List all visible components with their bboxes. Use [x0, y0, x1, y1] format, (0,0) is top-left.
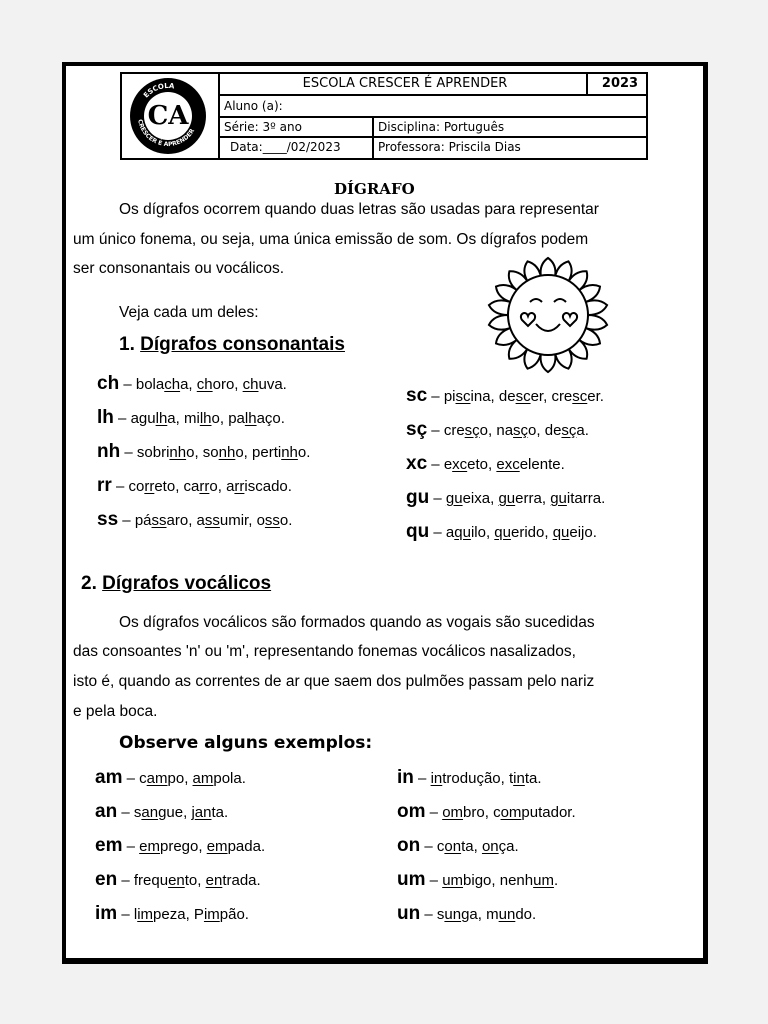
punctuation: . — [599, 388, 604, 405]
digraph-example-row — [95, 869, 261, 891]
punctuation: . — [532, 906, 537, 923]
highlighted-digraph: sç — [561, 422, 577, 439]
example-word: nenhum — [499, 872, 554, 889]
punctuation: , — [543, 388, 552, 405]
digraph-label: gu — [406, 487, 430, 508]
digraph-example-row — [397, 903, 536, 925]
intro-line: Os dígrafos ocorrem quando duas letras são usadas para representar — [119, 201, 599, 218]
highlighted-digraph: rr — [199, 478, 210, 495]
punctuation: . — [584, 422, 589, 439]
highlighted-digraph: nh — [169, 444, 187, 461]
example-word: guerra — [498, 490, 542, 507]
example-word: osso — [256, 512, 289, 529]
punctuation: . — [282, 376, 287, 393]
dash-separator: – — [117, 804, 134, 821]
example-word: cresço — [443, 422, 489, 439]
highlighted-digraph: sç — [513, 422, 529, 439]
example-word: sonho — [202, 444, 244, 461]
example-word: bolacha — [135, 376, 189, 393]
section1-title: Dígrafos consonantais — [140, 334, 345, 355]
digraph-label: lh — [97, 407, 114, 428]
punctuation: , — [184, 770, 193, 787]
highlighted-digraph: xc — [452, 456, 468, 473]
digraph-example-row — [406, 453, 565, 475]
dash-separator: – — [117, 906, 134, 923]
digraph-example-row — [97, 407, 285, 429]
digraph-label: ss — [97, 509, 119, 530]
punctuation: , — [248, 512, 257, 529]
highlighted-digraph: nh — [218, 444, 236, 461]
highlighted-digraph: qu — [454, 524, 471, 541]
example-word: limpeza — [133, 906, 186, 923]
digraph-label: qu — [406, 521, 430, 542]
highlighted-digraph: un — [444, 906, 462, 923]
highlighted-digraph: gu — [550, 490, 567, 507]
punctuation: . — [256, 872, 261, 889]
digraph-label: sc — [406, 385, 428, 406]
example-word: empada — [206, 838, 261, 855]
highlighted-digraph: om — [500, 804, 522, 821]
example-word: sobrinho — [136, 444, 195, 461]
digraph-example-row — [97, 373, 287, 395]
highlighted-digraph: on — [444, 838, 462, 855]
punctuation: , — [188, 512, 197, 529]
punctuation: , — [536, 422, 545, 439]
dash-separator: – — [425, 804, 443, 821]
highlighted-digraph: qu — [494, 524, 511, 541]
punctuation: , — [197, 872, 206, 889]
punctuation: . — [306, 444, 311, 461]
highlighted-digraph: sc — [455, 388, 471, 405]
digraph-label: um — [397, 869, 426, 890]
example-word: assumir — [196, 512, 249, 529]
digraph-label: an — [95, 801, 118, 822]
digraph-label: om — [397, 801, 426, 822]
example-word: piscina — [443, 388, 491, 405]
page-title: DÍGRAFO — [334, 180, 415, 198]
punctuation: . — [288, 512, 293, 529]
punctuation: . — [601, 490, 606, 507]
punctuation: . — [537, 770, 542, 787]
digraph-label: em — [95, 835, 123, 856]
example-word: palhaço — [228, 410, 281, 427]
example-word: aquilo — [445, 524, 486, 541]
digraph-example-row — [397, 801, 576, 823]
dash-separator: – — [118, 512, 135, 529]
example-word: frequento — [133, 872, 198, 889]
example-word: emprego — [139, 838, 199, 855]
punctuation: , — [185, 906, 194, 923]
example-word: campo — [139, 770, 185, 787]
example-word: queijo — [552, 524, 593, 541]
logo-text-top: ESCOLA — [142, 81, 175, 100]
example-word: arriscado — [226, 478, 288, 495]
dash-separator: – — [113, 410, 131, 427]
highlighted-digraph: ch — [242, 376, 259, 393]
school-name: ESCOLA CRESCER É APRENDER — [302, 76, 508, 91]
punctuation: , — [243, 444, 253, 461]
school-year: 2023 — [601, 76, 639, 91]
punctuation: , — [544, 524, 553, 541]
dash-separator: – — [420, 906, 437, 923]
highlighted-digraph: em — [206, 838, 228, 855]
example-word: conta — [436, 838, 474, 855]
punctuation: . — [287, 478, 292, 495]
punctuation: , — [490, 490, 499, 507]
dash-separator: – — [413, 770, 431, 787]
highlighted-digraph: sc — [515, 388, 531, 405]
digraph-label: nh — [97, 441, 121, 462]
digraph-label: xc — [406, 453, 428, 474]
digraph-label: am — [95, 767, 123, 788]
dash-separator: – — [120, 444, 137, 461]
logo-cell — [122, 74, 220, 158]
example-word: guitarra — [550, 490, 602, 507]
example-word: desça — [544, 422, 585, 439]
punctuation: , — [485, 524, 495, 541]
example-word: tinta — [508, 770, 538, 787]
dash-separator: – — [425, 872, 443, 889]
digraph-label: on — [397, 835, 421, 856]
dash-separator: – — [117, 872, 134, 889]
dash-separator: – — [122, 838, 140, 855]
punctuation: , — [490, 388, 499, 405]
highlighted-digraph: lh — [199, 410, 212, 427]
highlighted-digraph: um — [533, 872, 554, 889]
example-word: sunga — [436, 906, 478, 923]
digraph-label: ch — [97, 373, 120, 394]
digraph-example-row — [97, 441, 310, 463]
dash-separator: – — [119, 376, 136, 393]
school-logo — [130, 78, 206, 154]
highlighted-digraph: en — [205, 872, 223, 889]
example-word: carro — [183, 478, 218, 495]
digraph-label: sç — [406, 419, 428, 440]
example-word: pássaro — [134, 512, 189, 529]
highlighted-digraph: on — [481, 838, 499, 855]
vocalic-intro-line: das consoantes 'n' ou 'm', representando fonemas vocálicos nasalizados, — [73, 643, 576, 660]
digraph-label: im — [95, 903, 118, 924]
highlighted-digraph: qu — [552, 524, 570, 541]
punctuation: , — [194, 444, 203, 461]
highlighted-digraph: gu — [498, 490, 516, 507]
see-each-text: Veja cada um deles: — [119, 304, 259, 321]
logo-text-bottom: CRESCER É APRENDER — [136, 118, 197, 149]
dash-separator: – — [429, 524, 446, 541]
intro-line: um único fonema, ou seja, uma única emissão de som. Os dígrafos podem — [73, 231, 589, 248]
digraph-example-row — [95, 835, 265, 857]
observe-heading: Observe alguns exemplos: — [119, 733, 373, 753]
example-word: ombro — [442, 804, 485, 821]
highlighted-digraph: im — [137, 906, 154, 923]
highlighted-digraph: um — [442, 872, 464, 889]
punctuation: , — [175, 410, 184, 427]
punctuation: , — [198, 838, 207, 855]
header-table — [120, 72, 648, 160]
punctuation: , — [484, 804, 494, 821]
vocalic-intro-line: isto é, quando as correntes de ar que saem dos pulmões passam pelo nariz — [73, 673, 595, 690]
example-word: sangue — [133, 804, 184, 821]
punctuation: , — [488, 422, 497, 439]
highlighted-digraph: sç — [464, 422, 480, 439]
date-field: Data:____/02/2023 — [230, 140, 341, 154]
digraph-example-row — [397, 835, 519, 857]
dash-separator: – — [427, 388, 444, 405]
example-word: milho — [183, 410, 220, 427]
highlighted-digraph: in — [430, 770, 443, 787]
example-word: pertinho — [252, 444, 307, 461]
highlighted-digraph: ch — [164, 376, 181, 393]
punctuation: . — [553, 872, 559, 889]
punctuation: , — [488, 456, 497, 473]
highlighted-digraph: lh — [155, 410, 168, 427]
dash-separator: – — [429, 490, 446, 507]
punctuation: . — [223, 804, 229, 821]
digraph-example-row — [397, 767, 542, 789]
section2-title: Dígrafos vocálicos — [102, 573, 272, 594]
digraph-example-row — [406, 419, 589, 441]
dash-separator: – — [427, 456, 444, 473]
highlighted-digraph: em — [139, 838, 160, 855]
punctuation: . — [592, 524, 597, 541]
punctuation: . — [260, 838, 266, 855]
example-word: computador — [493, 804, 572, 821]
vocalic-intro-line: e pela boca. — [73, 703, 158, 720]
highlighted-digraph: rr — [234, 478, 245, 495]
example-word: Pimpão — [193, 906, 245, 923]
digraph-example-row — [95, 801, 228, 823]
example-word: janta — [191, 804, 224, 821]
highlighted-digraph: in — [513, 770, 525, 787]
highlighted-digraph: an — [141, 804, 159, 821]
example-word: descer — [498, 388, 544, 405]
example-word: crescer — [551, 388, 600, 405]
punctuation: , — [500, 770, 509, 787]
digraph-label: en — [95, 869, 118, 890]
digraph-label: in — [397, 767, 414, 788]
logo-initials: CA — [144, 92, 192, 140]
punctuation: , — [473, 838, 482, 855]
smiling-sun-icon — [478, 250, 618, 380]
punctuation: , — [183, 804, 192, 821]
punctuation: , — [175, 478, 184, 495]
intro-line: ser consonantais ou vocálicos. — [73, 260, 285, 277]
punctuation: , — [477, 906, 487, 923]
highlighted-digraph: ch — [196, 376, 213, 393]
example-word: correto — [128, 478, 176, 495]
student-name-field: Aluno (a): — [224, 99, 283, 113]
section1-number: 1. — [119, 334, 135, 355]
dash-separator: – — [420, 838, 437, 855]
grade-label: Série: 3º ano — [224, 120, 302, 134]
digraph-example-row — [95, 903, 249, 925]
highlighted-digraph: sc — [572, 388, 588, 405]
example-word: exceto — [443, 456, 489, 473]
highlighted-digraph: un — [498, 906, 516, 923]
example-word: entrada — [205, 872, 257, 889]
example-word: onça — [481, 838, 515, 855]
digraph-example-row — [397, 869, 558, 891]
dash-separator: – — [122, 770, 140, 787]
punctuation: , — [491, 872, 500, 889]
example-word: excelente — [496, 456, 561, 473]
digraph-example-row — [95, 767, 246, 789]
header-divider — [218, 94, 648, 96]
highlighted-digraph: lh — [244, 410, 257, 427]
dash-separator: – — [111, 478, 129, 495]
example-word: umbigo — [442, 872, 492, 889]
highlighted-digraph: exc — [496, 456, 520, 473]
example-word: querido — [494, 524, 545, 541]
highlighted-digraph: am — [146, 770, 168, 787]
digraph-example-row — [406, 487, 605, 509]
highlighted-digraph: en — [168, 872, 185, 889]
punctuation: , — [234, 376, 243, 393]
digraph-example-row — [406, 385, 604, 407]
highlighted-digraph: ss — [204, 512, 220, 529]
highlighted-digraph: nh — [281, 444, 298, 461]
digraph-example-row — [406, 521, 597, 543]
section2-number: 2. — [81, 573, 97, 594]
highlighted-digraph: ss — [264, 512, 280, 529]
subject-label: Disciplina: Português — [378, 120, 505, 134]
digraph-example-row — [97, 509, 292, 531]
highlighted-digraph: am — [192, 770, 214, 787]
example-word: ampola — [192, 770, 242, 787]
punctuation: . — [571, 804, 576, 821]
example-word: agulha — [130, 410, 176, 427]
punctuation: . — [244, 906, 249, 923]
example-word: introdução — [430, 770, 501, 787]
punctuation: , — [219, 410, 229, 427]
example-word: chuva — [242, 376, 283, 393]
teacher-label: Professora: Priscila Dias — [378, 140, 521, 154]
punctuation: , — [541, 490, 551, 507]
punctuation: , — [188, 376, 197, 393]
example-word: mundo — [486, 906, 532, 923]
highlighted-digraph: ss — [151, 512, 167, 529]
vocalic-intro-line: Os dígrafos vocálicos são formados quando as vogais são sucedidas — [119, 614, 595, 631]
punctuation: . — [280, 410, 285, 427]
section2-heading — [81, 573, 271, 595]
highlighted-digraph: an — [194, 804, 212, 821]
punctuation: . — [560, 456, 565, 473]
digraph-example-row — [97, 475, 292, 497]
punctuation: . — [241, 770, 246, 787]
highlighted-digraph: rr — [144, 478, 155, 495]
digraph-label: un — [397, 903, 421, 924]
highlighted-digraph: gu — [445, 490, 463, 507]
example-word: gueixa — [445, 490, 491, 507]
section1-heading — [119, 334, 345, 356]
digraph-label: rr — [97, 475, 112, 496]
highlighted-digraph: om — [442, 804, 464, 821]
example-word: nasço — [496, 422, 537, 439]
example-word: choro — [196, 376, 235, 393]
punctuation: , — [217, 478, 227, 495]
dash-separator: – — [427, 422, 444, 439]
highlighted-digraph: im — [203, 906, 220, 923]
punctuation: . — [514, 838, 519, 855]
